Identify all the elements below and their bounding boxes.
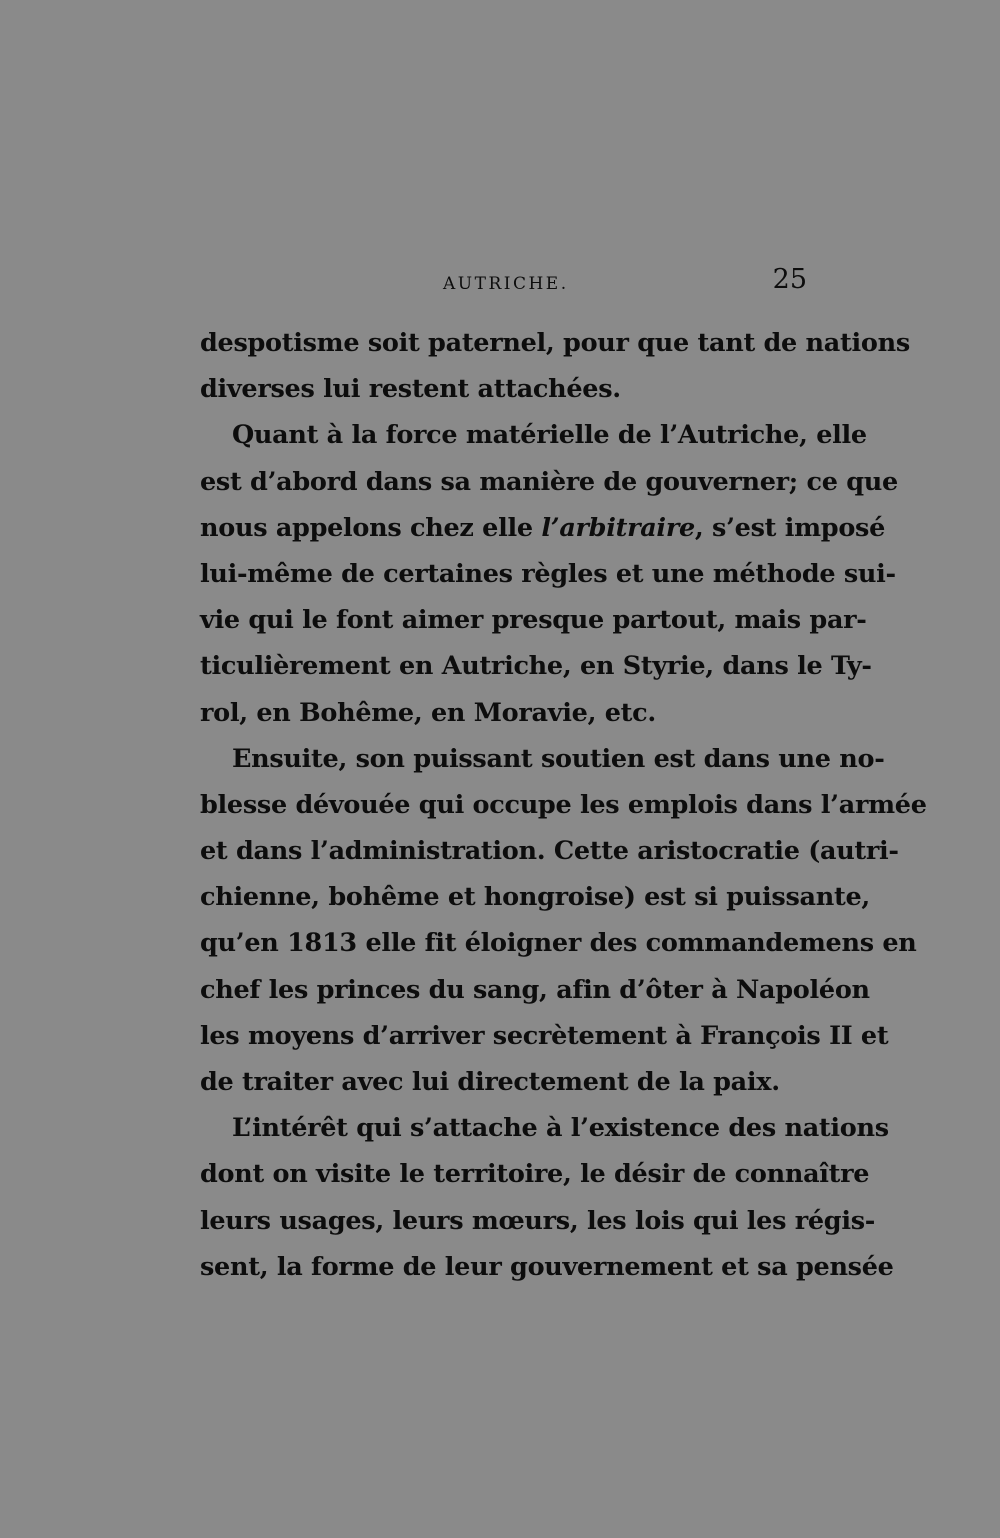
text-line: despotisme soit paternel, pour que tant de nations: [200, 328, 910, 358]
text-line: chef les princes du sang, afin d’ôter à Napoléon: [200, 974, 870, 1005]
text-line: sent, la forme de leur gouvernement et sa pensée: [200, 1251, 894, 1282]
text-line: de traiter avec lui directement de la paix.: [200, 1067, 780, 1097]
text-line: blesse dévouée qui occupe les emplois dans l’armée: [200, 789, 927, 820]
text-line: diverses lui restent attachées.: [200, 374, 621, 405]
emphasized-word: l’arbitraire: [541, 512, 695, 543]
page-number: 25: [772, 264, 807, 295]
running-head: [200, 266, 820, 302]
text-line: Quant à la force matérielle de l’Autriche, elle: [232, 420, 867, 451]
text-line: et dans l’administration. Cette aristocratie (autri-: [200, 836, 899, 867]
text-line: les moyens d’arriver secrètement à François II et: [200, 1020, 889, 1051]
text-line: ticulièrement en Autriche, en Styrie, dans le Ty-: [200, 651, 872, 682]
text-line: chienne, bohême et hongroise) est si puissante,: [200, 882, 870, 913]
text-line: lui-même de certaines règles et une méthode sui-: [200, 558, 896, 589]
text-line: vie qui le font aimer presque partout, mais par-: [200, 605, 867, 636]
text-line: rol, en Bohême, en Moravie, etc.: [200, 697, 656, 728]
text-line: leurs usages, leurs mœurs, les lois qui les régis-: [200, 1205, 876, 1236]
text-line: est d’abord dans sa manière de gouverner; ce que: [200, 466, 898, 497]
text-line: qu’en 1813 elle fit éloigner des commandemens en: [200, 928, 917, 959]
text-line: L’intérêt qui s’attache à l’existence des nations: [232, 1113, 889, 1144]
running-title: AUTRICHE.: [443, 274, 569, 294]
body-text: [200, 320, 927, 1290]
text-line: Ensuite, son puissant soutien est dans une no-: [232, 743, 885, 774]
text-line: dont on visite le territoire, le désir de connaître: [200, 1159, 870, 1190]
text-line: nous appelons chez elle l’arbitraire, s’est imposé: [200, 512, 886, 543]
